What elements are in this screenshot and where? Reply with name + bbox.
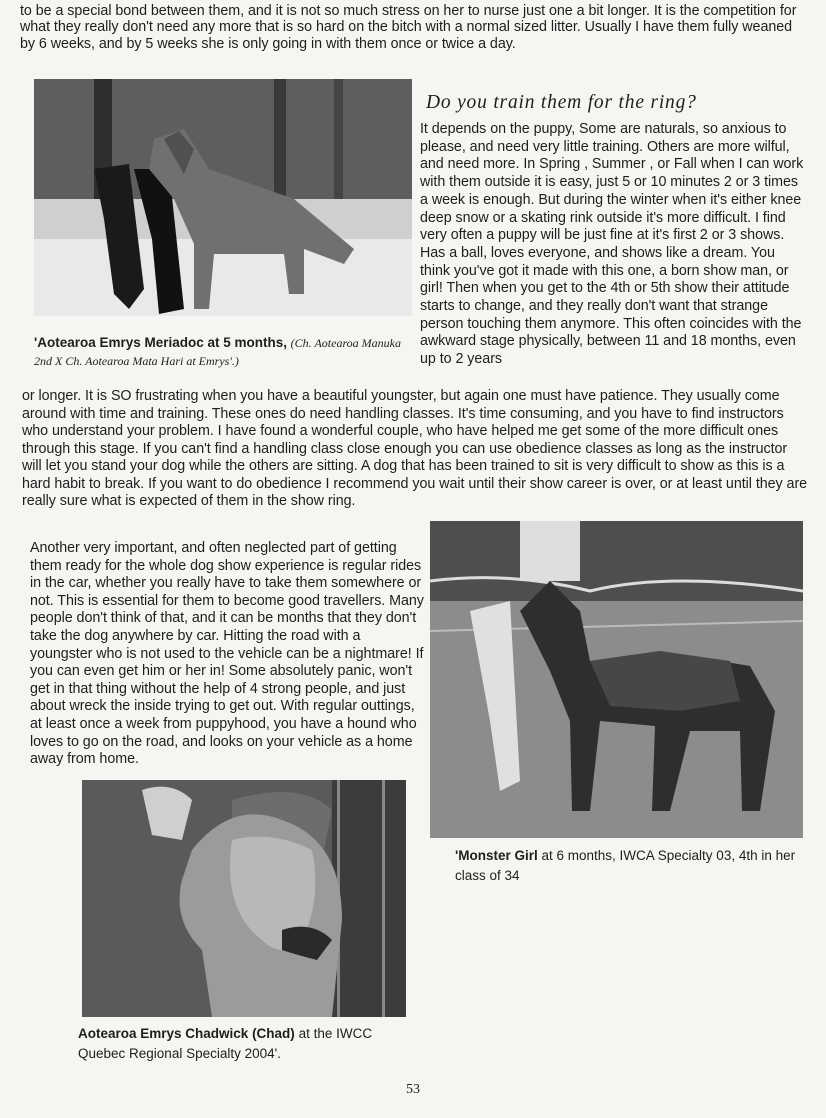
page-number: 53 xyxy=(406,1082,420,1097)
caption-monster-girl-title: 'Monster Girl xyxy=(455,848,538,863)
photo-monster-girl xyxy=(430,521,803,838)
caption-monster-girl-details: at 6 months, IWCA Specialty 03, 4th in her class of 34 xyxy=(455,848,796,883)
caption-chadwick-title: Aotearoa Emrys Chadwick (Chad) xyxy=(78,1026,295,1041)
training-paragraph-full: or longer. It is SO frustrating when you have a beautiful youngster, but again one must have patience. They usually come around with time and training. These ones do need handling classes. It's time consuming, and you have to find instructors who understand your problem. I have found a wonderful couple, who have helped me get some of the more difficult ones through this stage. If you can't find a handling class close enough you can use obedience classes as long as the instructor will let you stand your dog while the others are sitting. A dog that has been trained to sit is very difficult to show as this is a hard habit to break. If you want to do obedience I recommend you wait until their show career is over, or at least until they are really sure what is expected of them in the show ring. xyxy=(22,388,808,509)
caption-meriadoc-pedigree: (Ch. Aotearoa Manuka 2nd X Ch. Aotearoa Mata Hari at Emrys'.) xyxy=(34,336,401,368)
chadwick-image xyxy=(82,780,406,1017)
top-paragraph: to be a special bond between them, and it is not so much stress on her to nurse just one a bit longer. It is the competition for what they really don't need any more that is so hard on the bitch with a normal sized litter. Usually I have them fully weaned by 6 weeks, and by 5 weeks she is only going in with them once or twice a day. xyxy=(20,3,797,52)
caption-meriadoc xyxy=(34,334,412,370)
training-paragraph-right: It depends on the puppy, Some are naturals, so anxious to please, and need very little training. Others are more wilful, and need more. In Spring , Summer , or Fall when I can work with them outside it is easy, just 5 or 10 minutes 2 or 3 times a week is enough. But during the winter when it's either knee deep snow or a skating rink outside it's more difficult. I find very often a puppy will be just fine at it's first 2 or 3 shows. Has a ball, loves everyone, and shows like a dream. You think you've got it made with this one, a born show man, or girl! Then when you get to the 4th or 5th show their attitude starts to change, and they really don't want that strange person touching them anymore. This often coincides with the awkward stage physically, between 11 and 18 months, even up to 2 years xyxy=(420,121,804,368)
caption-meriadoc-title: 'Aotearoa Emrys Meriadoc at 5 months, xyxy=(34,335,288,350)
travel-paragraph: Another very important, and often neglected part of getting them ready for the whole dog show experience is regular rides in the car, whether you really have to take them somewhere or not. This is essential for them to become good travellers. Many people don't think of that, and it can be months that they don't take the dog anywhere by car. Hitting the road with a youngster who is not used to the vehicle can be a nightmare! If you can even get him or her in! Some absolutely panic, won't get in that thing without the help of 4 strong people, and just about wreck the inside trying to get out. With regular outtings, at least once a week from puppyhood, you have a hound who loves to go on the road, and looks on your vehicle as a home away from home. xyxy=(30,540,424,768)
photo-chadwick xyxy=(82,780,406,1017)
dog-in-snow-image xyxy=(34,79,412,316)
photo-meriadoc xyxy=(34,79,412,316)
section-heading: Do you train them for the ring? xyxy=(426,92,697,113)
caption-chadwick xyxy=(78,1024,418,1064)
caption-chadwick-details: at the IWCC Quebec Regional Specialty 2004'. xyxy=(78,1026,373,1061)
monster-girl-image xyxy=(430,521,803,838)
caption-monster-girl xyxy=(455,846,805,886)
